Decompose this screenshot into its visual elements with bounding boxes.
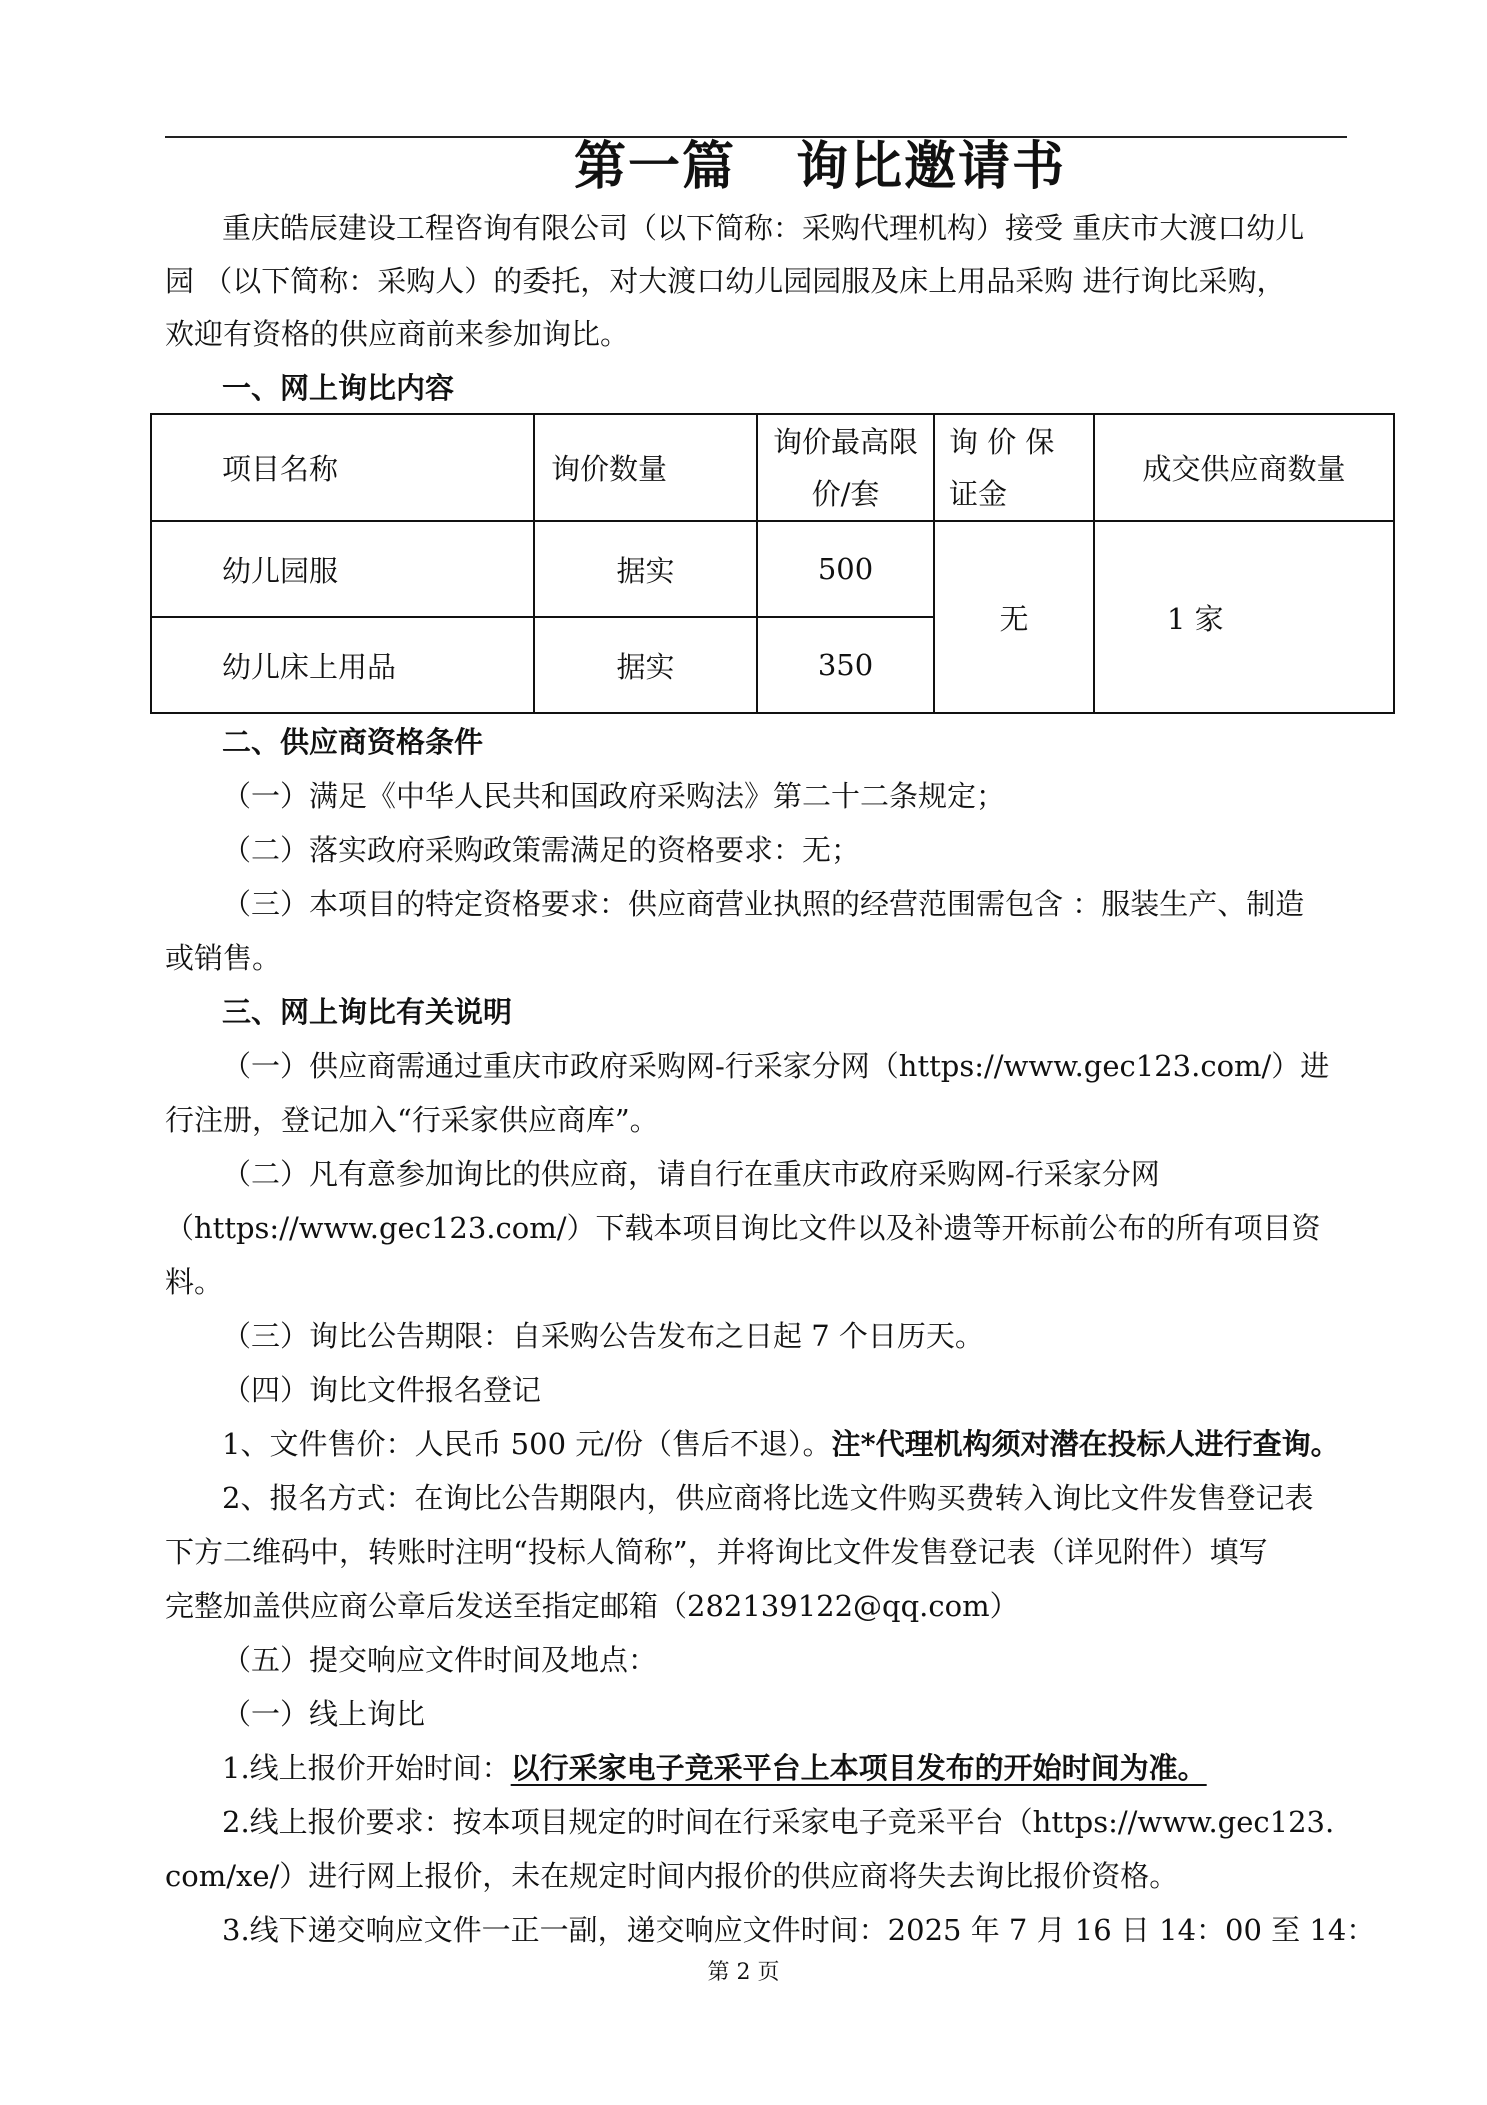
section2-item-3: （三）本项目的特定资格要求：供应商营业执照的经营范围需包含 ：服装生产、制造	[222, 887, 1305, 921]
section2-item-1: （一）满足《中华人民共和国政府采购法》第二十二条规定；	[222, 779, 1006, 813]
registration-line-2: 下方二维码中，转账时注明“投标人简称”，并将询比文件发售登记表（详见附件）填写	[165, 1535, 1268, 1569]
section3-p2-b: （https://www.gec123.com/）下载本项目询比文件以及补遗等开标前公布的所有项目资	[165, 1211, 1321, 1245]
quote-requirement-line-1: 2.线上报价要求：按本项目规定的时间在行采家电子竞采平台（https://www.gec123.	[222, 1805, 1335, 1839]
table-cell-supplier-count: 1 家	[1094, 521, 1394, 713]
section1-heading: 一、网上询比内容	[222, 371, 455, 405]
table-cell-max-price: 500	[757, 521, 934, 617]
table-header-quantity: 询价数量	[534, 414, 757, 521]
section2-item-3-cont: 或销售。	[165, 941, 282, 975]
table-cell-quantity: 据实	[534, 617, 757, 713]
section3-p4: （四）询比文件报名登记	[222, 1373, 542, 1407]
section3-p5-1: （一）线上询比	[222, 1697, 426, 1731]
quote-requirement-line-2: com/xe/）进行网上报价，未在规定时间内报价的供应商将失去询比报价资格。	[165, 1859, 1179, 1893]
inquiry-table	[150, 413, 1395, 714]
table-header-max-price: 询价最高限 价/套	[757, 414, 934, 521]
registration-line-3: 完整加盖供应商公章后发送至指定邮箱（282139122@qq.com）	[165, 1589, 1019, 1623]
start-time-label: 1.线上报价开始时间：	[222, 1751, 511, 1785]
fee-line	[222, 1424, 1412, 1464]
registration-line-1: 2、报名方式：在询比公告期限内，供应商将比选文件购买费转入询比文件发售登记表	[222, 1481, 1314, 1515]
table-cell-max-price: 350	[757, 617, 934, 713]
section2-item-2: （二）落实政府采购政策需满足的资格要求：无；	[222, 833, 861, 867]
table-cell-quantity: 据实	[534, 521, 757, 617]
table-cell-name: 幼儿园服	[151, 521, 534, 617]
fee-notice: 注*代理机构须对潜在投标人进行查询。	[831, 1427, 1340, 1461]
section2-heading: 二、供应商资格条件	[222, 725, 484, 759]
section3-heading: 三、网上询比有关说明	[222, 995, 513, 1029]
section3-p2-c: 料。	[165, 1265, 224, 1299]
title-part1: 第一篇	[573, 136, 736, 197]
page-title	[165, 132, 1475, 202]
section3-p1-b: 行注册，登记加入“行采家供应商库”。	[165, 1103, 659, 1137]
title-part2: 询比邀请书	[796, 136, 1067, 197]
start-time-value: 以行采家电子竞采平台上本项目发布的开始时间为准。	[510, 1751, 1207, 1785]
intro-line-3: 欢迎有资格的供应商前来参加询比。	[165, 317, 630, 351]
table-cell-deposit: 无	[934, 521, 1094, 713]
start-time-line	[222, 1748, 1412, 1788]
fee-text: 1、文件售价：人民币 500 元/份（售后不退）。	[222, 1427, 832, 1461]
table-cell-name: 幼儿床上用品	[151, 617, 534, 713]
intro-line-2: 园 （以下简称：采购人）的委托，对大渡口幼儿园园服及床上用品采购 进行询比采购，	[165, 264, 1286, 298]
section3-p1-a: （一）供应商需通过重庆市政府采购网-行采家分网（https://www.gec123.com/）进	[222, 1049, 1330, 1083]
section3-p2-a: （二）凡有意参加询比的供应商，请自行在重庆市政府采购网-行采家分网	[222, 1157, 1160, 1191]
table-header-suppliers: 成交供应商数量	[1094, 414, 1394, 521]
table-row	[151, 521, 1394, 617]
intro-line-1: 重庆皓辰建设工程咨询有限公司（以下简称：采购代理机构）接受 重庆市大渡口幼儿	[222, 211, 1305, 245]
page-number: 第 2 页	[707, 1960, 780, 1985]
offline-submission-line: 3.线下递交响应文件一正一副，递交响应文件时间：2025 年 7 月 16 日 14：00 至 14：	[222, 1913, 1376, 1947]
table-header-deposit: 询 价 保 证金	[934, 414, 1094, 521]
section3-p5: （五）提交响应文件时间及地点：	[222, 1643, 658, 1677]
section3-p3: （三）询比公告期限：自采购公告发布之日起 7 个日历天。	[222, 1319, 984, 1353]
table-header-name: 项目名称	[151, 414, 534, 521]
